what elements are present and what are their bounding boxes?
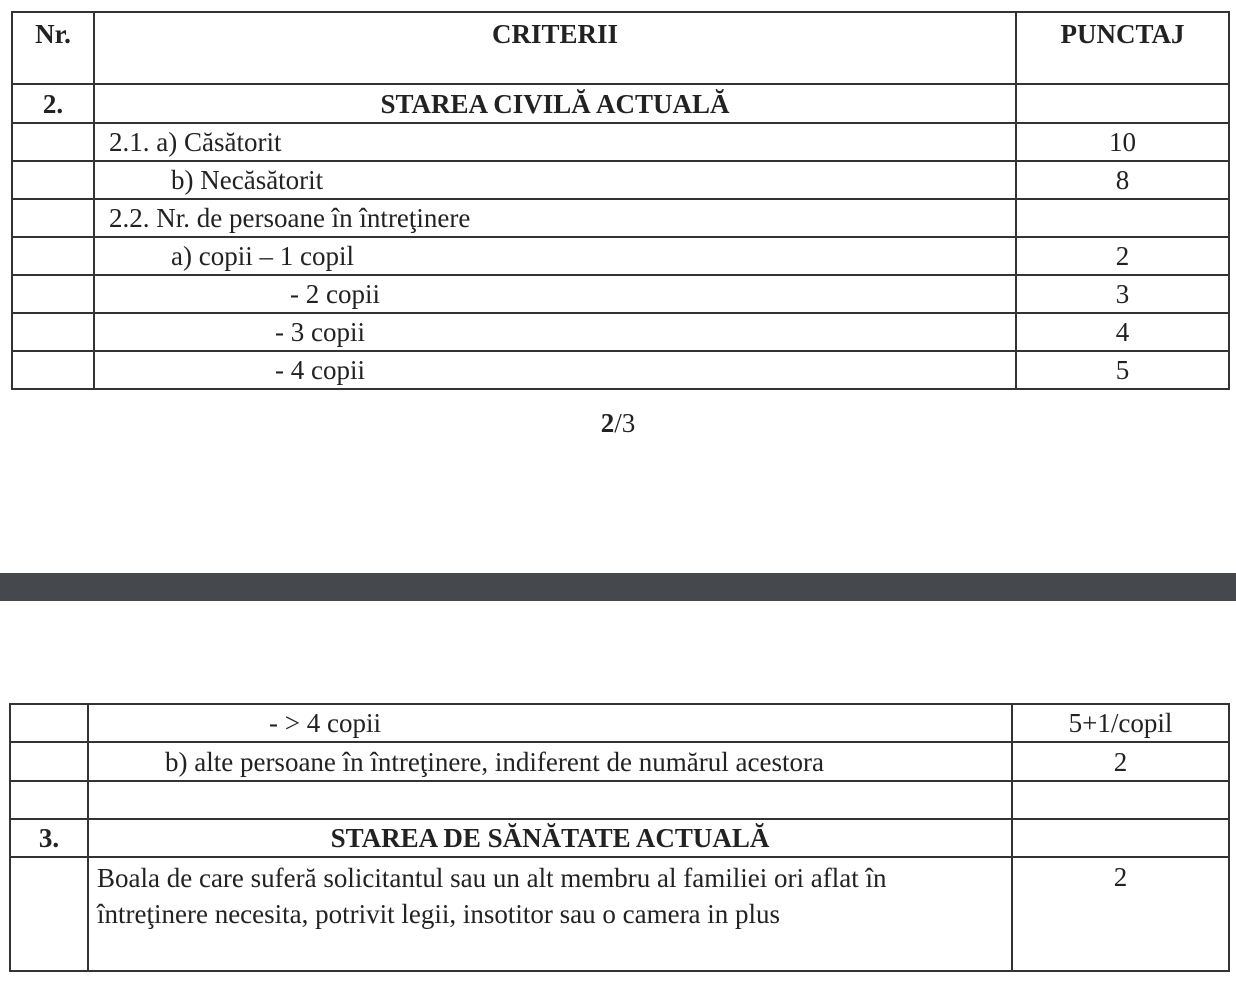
row-nr xyxy=(12,199,94,237)
section-nr: 3. xyxy=(10,819,88,857)
criteria-table-top xyxy=(11,11,1230,390)
section-score xyxy=(1016,84,1229,123)
row-score: 2 xyxy=(1016,237,1229,275)
row-score: 3 xyxy=(1016,275,1229,313)
section-score xyxy=(1012,819,1229,857)
section-nr: 2. xyxy=(12,84,94,123)
row-nr xyxy=(10,857,88,971)
row-score xyxy=(1016,199,1229,237)
row-nr xyxy=(12,237,94,275)
page-separator xyxy=(0,573,1236,601)
section-title: STAREA DE SĂNĂTATE ACTUALĂ xyxy=(88,819,1012,857)
page-current: 2 xyxy=(600,408,615,438)
health-criteria: Boala de care suferă solicitantul sau un alt membru al familiei ori aflat în întreţinere necesita, potrivit legii, insotitor sau o camera in plus xyxy=(88,857,1012,971)
page-total: /3 xyxy=(614,408,636,438)
row-score: 10 xyxy=(1016,123,1229,161)
row-score: 5 xyxy=(1016,351,1229,389)
row-nr xyxy=(12,123,94,161)
row-nr xyxy=(12,161,94,199)
row-criteria: a) copii – 1 copil xyxy=(94,237,1016,275)
row-criteria: b) alte persoane în întreţinere, indiferent de numărul acestora xyxy=(88,742,1012,781)
row-nr xyxy=(12,275,94,313)
page-number xyxy=(0,408,1236,439)
header-punctaj: PUNCTAJ xyxy=(1016,12,1229,84)
row-nr xyxy=(12,351,94,389)
header-criterii: CRITERII xyxy=(94,12,1016,84)
empty-criteria xyxy=(88,781,1012,819)
row-nr xyxy=(10,704,88,742)
row-criteria: - 4 copii xyxy=(94,351,1016,389)
row-criteria: - 3 copii xyxy=(94,313,1016,351)
row-nr xyxy=(12,313,94,351)
row-criteria: - > 4 copii xyxy=(88,704,1012,742)
row-score: 4 xyxy=(1016,313,1229,351)
row-criteria: b) Necăsătorit xyxy=(94,161,1016,199)
section-title: STAREA CIVILĂ ACTUALĂ xyxy=(94,84,1016,123)
empty-nr xyxy=(10,781,88,819)
empty-score xyxy=(1012,781,1229,819)
row-score: 2 xyxy=(1012,742,1229,781)
row-score: 5+1/copil xyxy=(1012,704,1229,742)
row-criteria: 2.2. Nr. de persoane în întreţinere xyxy=(94,199,1016,237)
criteria-table-bottom xyxy=(9,703,1230,972)
row-criteria: 2.1. a) Căsătorit xyxy=(94,123,1016,161)
header-nr: Nr. xyxy=(12,12,94,84)
row-score: 8 xyxy=(1016,161,1229,199)
health-score: 2 xyxy=(1012,857,1229,971)
row-nr xyxy=(10,742,88,781)
row-criteria: - 2 copii xyxy=(94,275,1016,313)
